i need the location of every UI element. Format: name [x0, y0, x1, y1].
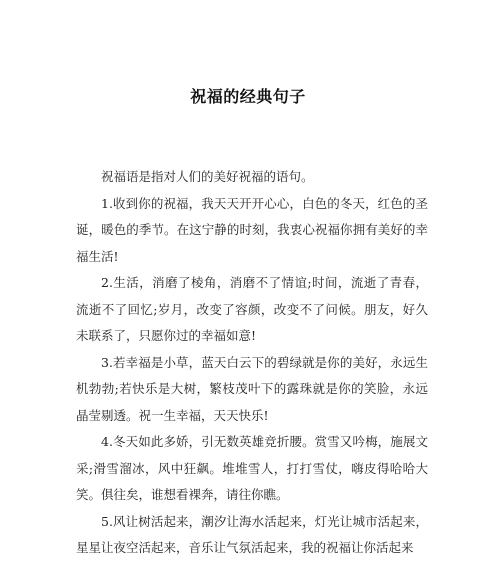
paragraph-5: 5.风让树活起来，潮汐让海水活起来，灯光让城市活起来，星星让夜空活起来，音乐让气氛活起来，我的祝福让你活起来: [76, 513, 428, 555]
paragraph-intro: 祝福语是指对人们的美好祝福的语句。: [101, 169, 314, 184]
document-body: [76, 164, 428, 561]
paragraph-2: 2.生活，消磨了棱角，消磨不了情谊;时间，流逝了青春，流逝不了回忆;岁月，改变了容颜，改变不了问候。朋友，好久未联系了，只愿你过的幸福如意!: [76, 275, 428, 343]
paragraph-3: 3.若幸福是小草，蓝天白云下的碧绿就是你的美好，永远生机勃勃;若快乐是大树，繁枝茂叶下的露珠就是你的笑脸，永远晶莹剔透。祝一生幸福，天天快乐!: [76, 354, 428, 423]
paragraph-4: 4.冬天如此多娇，引无数英雄竞折腰。赏雪又吟梅，施展文采;滑雪溜冰，风中狂飙。堆堆雪人，打打雪仗，嗨皮得哈哈大笑。俱往矣，谁想看裸奔，请往你瞧。: [76, 434, 428, 502]
paragraph-1: 1.收到你的祝福，我天天开开心心，白色的冬天，红色的圣诞，暖色的季节。在这宁静的时刻，我衷心祝福你拥有美好的幸福生活!: [76, 195, 428, 264]
document-title: 祝福的经典句子: [190, 87, 306, 106]
